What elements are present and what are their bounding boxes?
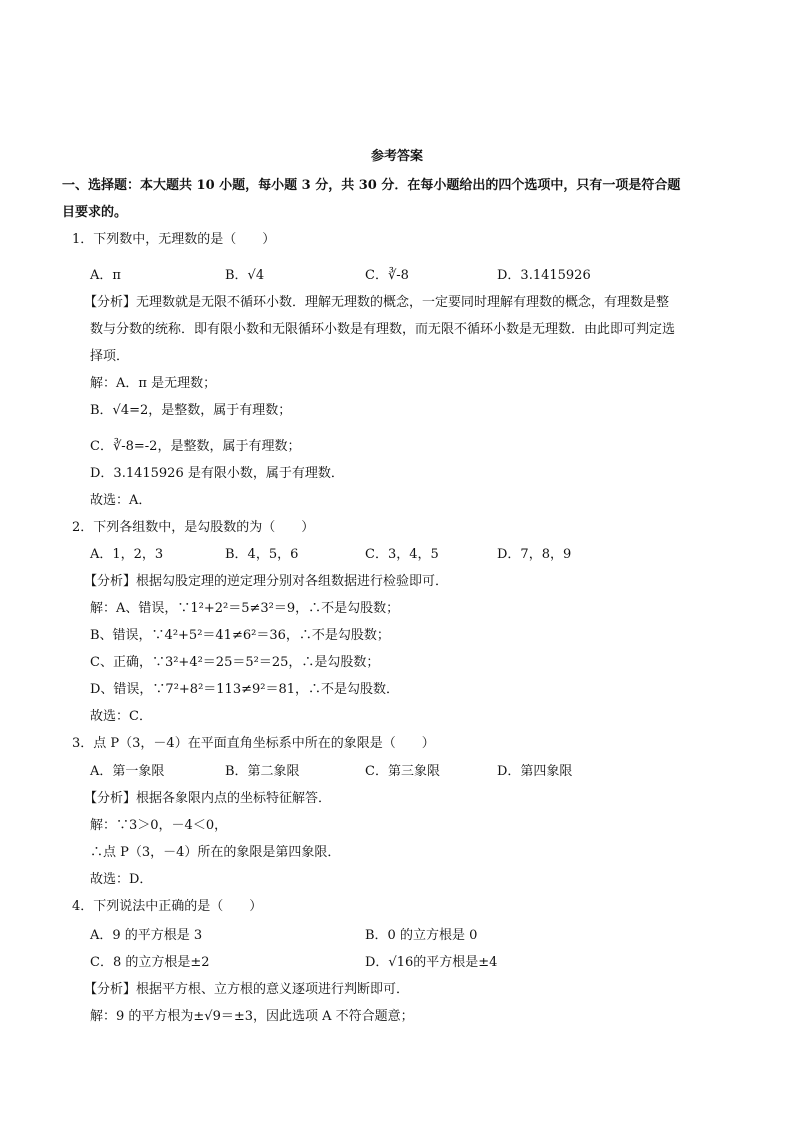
q2-analysis: 【分析】根据勾股定理的逆定理分别对各组数据进行检验即可．: [84, 574, 449, 589]
q1-solution: B．√4=2，是整数，属于有理数；: [90, 403, 292, 418]
question-4-stem: 4．下列说法中正确的是（ ）: [72, 899, 263, 914]
q3-option-a: A．第一象限: [90, 764, 165, 779]
q3-analysis: 【分析】根据各象限内点的坐标特征解答．: [84, 791, 332, 806]
q2-solution: B、错误，∵4²+5²＝41≠6²＝36，∴不是勾股数；: [90, 628, 390, 643]
q1-option-b: B．√4: [225, 268, 265, 283]
q2-solution: 解：A、错误，∵1²+2²＝5≠3²＝9，∴不是勾股数；: [90, 601, 400, 616]
q1-answer: 故选：A．: [90, 493, 152, 508]
q4-option-a: A．9 的平方根是 3: [90, 928, 203, 943]
q1-option-a: A．π: [90, 268, 121, 283]
q1-option-d: D．3.1415926: [497, 268, 591, 283]
question-3-stem: 3．点 P（3，－4）在平面直角坐标系中所在的象限是（ ）: [72, 736, 435, 751]
q3-answer: 故选：D．: [90, 872, 153, 887]
q1-analysis: 【分析】无理数就是无限不循环小数．理解无理数的概念，一定要同时理解有理数的概念，有理数是整: [84, 295, 670, 310]
q1-solution: C．∛-8=-2，是整数，属于有理数；: [90, 439, 301, 454]
section-heading: 一、选择题：本大题共 10 小题，每小题 3 分，共 30 分．在每小题给出的四个选项中，只有一项是符合题: [62, 178, 681, 193]
q3-solution: 解：∵3＞0，－4＜0，: [90, 818, 228, 833]
q1-solution: D．3.1415926 是有限小数，属于有理数．: [90, 466, 344, 481]
q4-option-c: C．8 的立方根是±2: [90, 955, 210, 970]
q4-option-b: B．0 的立方根是 0: [365, 928, 478, 943]
q2-answer: 故选：C．: [90, 709, 152, 724]
q4-analysis: 【分析】根据平方根、立方根的意义逐项进行判断即可．: [84, 982, 410, 997]
q2-option-d: D．7，8，9: [497, 547, 572, 562]
q3-option-c: C．第三象限: [365, 764, 440, 779]
q2-solution: D、错误，∵7²+8²＝113≠9²＝81，∴不是勾股数．: [90, 682, 400, 697]
question-2-stem: 2．下列各组数中，是勾股数的为（ ）: [72, 520, 315, 535]
q1-analysis: 数与分数的统称．即有限小数和无限循环小数是有理数，而无限不循环小数是无理数．由此即可判定选: [90, 322, 676, 337]
q2-option-a: A．1，2，3: [90, 547, 164, 562]
page-title: 参考答案: [370, 149, 423, 164]
q1-option-c: C．∛-8: [365, 268, 409, 283]
q3-option-d: D．第四象限: [497, 764, 573, 779]
q4-solution: 解：9 的平方根为±√9＝±3，因此选项 A 不符合题意；: [90, 1009, 414, 1024]
q3-option-b: B．第二象限: [225, 764, 300, 779]
q1-solution: 解：A．π 是无理数；: [90, 376, 217, 391]
q2-option-c: C．3，4，5: [365, 547, 439, 562]
q3-solution: ∴点 P（3，－4）所在的象限是第四象限．: [90, 845, 341, 860]
question-1-stem: 1．下列数中，无理数的是（ ）: [72, 232, 276, 247]
section-heading-cont: 目要求的。: [62, 205, 128, 220]
q2-option-b: B．4，5，6: [225, 547, 299, 562]
q1-analysis: 择项．: [90, 349, 130, 364]
q4-option-d: D．√16的平方根是±4: [365, 955, 498, 970]
q2-solution: C、正确，∵3²+4²＝25＝5²＝25，∴是勾股数；: [90, 655, 380, 670]
